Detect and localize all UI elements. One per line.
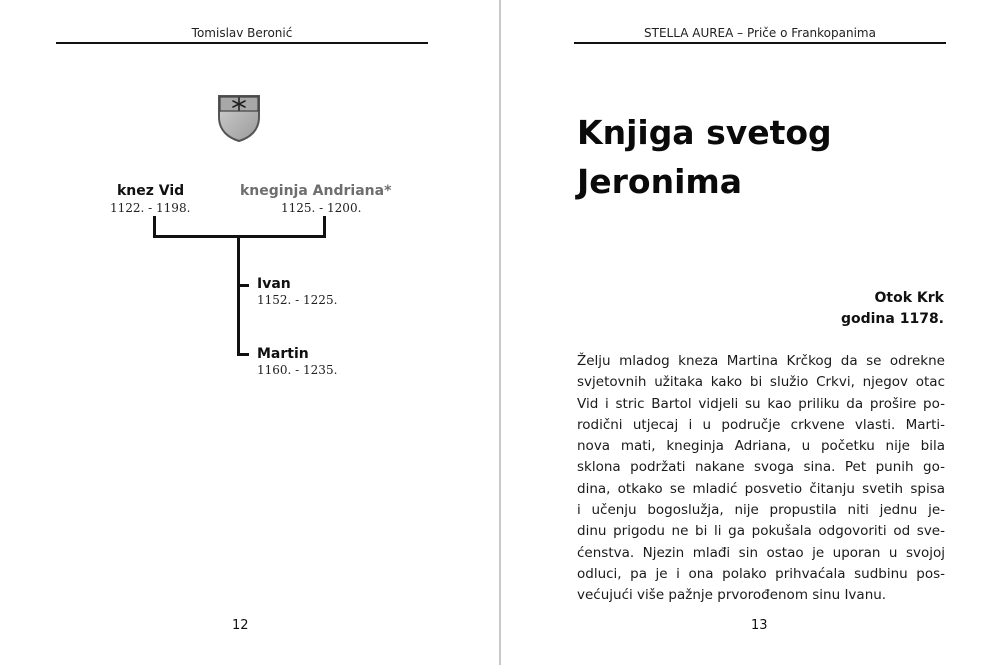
mother-name: kneginja Andriana*: [240, 183, 392, 199]
father-name: knez Vid: [117, 183, 185, 199]
father-dates: 1122. - 1198.: [110, 201, 191, 215]
mother-connector: [323, 216, 326, 237]
body-line: odluci, pa je i ona polako prihvaćala sudbinu pos-: [577, 565, 945, 582]
body-line: Želju mladog kneza Martina Krčkog da se odrekne: [577, 353, 945, 369]
body-line: i učenju bogoslužja, nije propustila niti jednu je-: [577, 502, 945, 519]
father-connector: [153, 216, 156, 237]
chapter-title-line: Knjiga svetog: [577, 113, 832, 152]
body-line: sklona podržati nakane svoga sina. Pet punih go-: [577, 459, 945, 476]
setting-place: Otok Krk: [874, 290, 944, 306]
right-page: [502, 0, 1000, 665]
running-head-author: Tomislav Beronić: [191, 26, 293, 40]
setting: [841, 288, 944, 330]
chapter-title: [577, 108, 832, 206]
descent-line: [237, 235, 240, 356]
mother-dates: 1125. - 1200.: [281, 201, 362, 215]
child-name-martin: Martin: [257, 346, 309, 362]
body-line: Vid i stric Bartol vidjeli su kao priliku da prošire po-: [577, 395, 945, 412]
body-line: nova mati, kneginja Adriana, u početku nije bila: [577, 438, 945, 455]
body-line: rodični utjecaj i u područje crkvene vlasti. Marti-: [577, 416, 945, 433]
shield-with-star-icon: [216, 93, 262, 143]
body-line: dina, otkako se mladić posvetio čitanju svetih spisa: [577, 480, 945, 497]
header-rule: [574, 42, 946, 44]
child-dates-martin: 1160. - 1235.: [257, 363, 338, 377]
page-gutter: [499, 0, 501, 665]
header-rule: [56, 42, 428, 44]
body-line: svjetovnih užitaka kako bi služio Crkvi, njegov otac: [577, 374, 945, 391]
body-line: dinu prigodu ne bi li ga pokušala odgovoriti od sve-: [577, 523, 945, 540]
chapter-title-line: Jeronima: [577, 162, 743, 201]
body-paragraph: [577, 351, 945, 607]
child-dates-ivan: 1152. - 1225.: [257, 293, 338, 307]
running-head-book-title: STELLA AUREA – Priče o Frankopanima: [644, 26, 876, 40]
body-line: većujući više pažnje prvorođenom sinu Ivanu.: [577, 587, 887, 604]
child-name-ivan: Ivan: [257, 276, 291, 292]
setting-year: godina 1178.: [840, 311, 944, 327]
child-branch-martin: [237, 353, 249, 356]
body-line: ćenstva. Njezin mlađi sin ostao je uporan u svojoj: [577, 544, 945, 561]
child-branch-ivan: [237, 284, 249, 287]
page-number: 12: [232, 618, 249, 633]
page-number: 13: [751, 618, 768, 633]
